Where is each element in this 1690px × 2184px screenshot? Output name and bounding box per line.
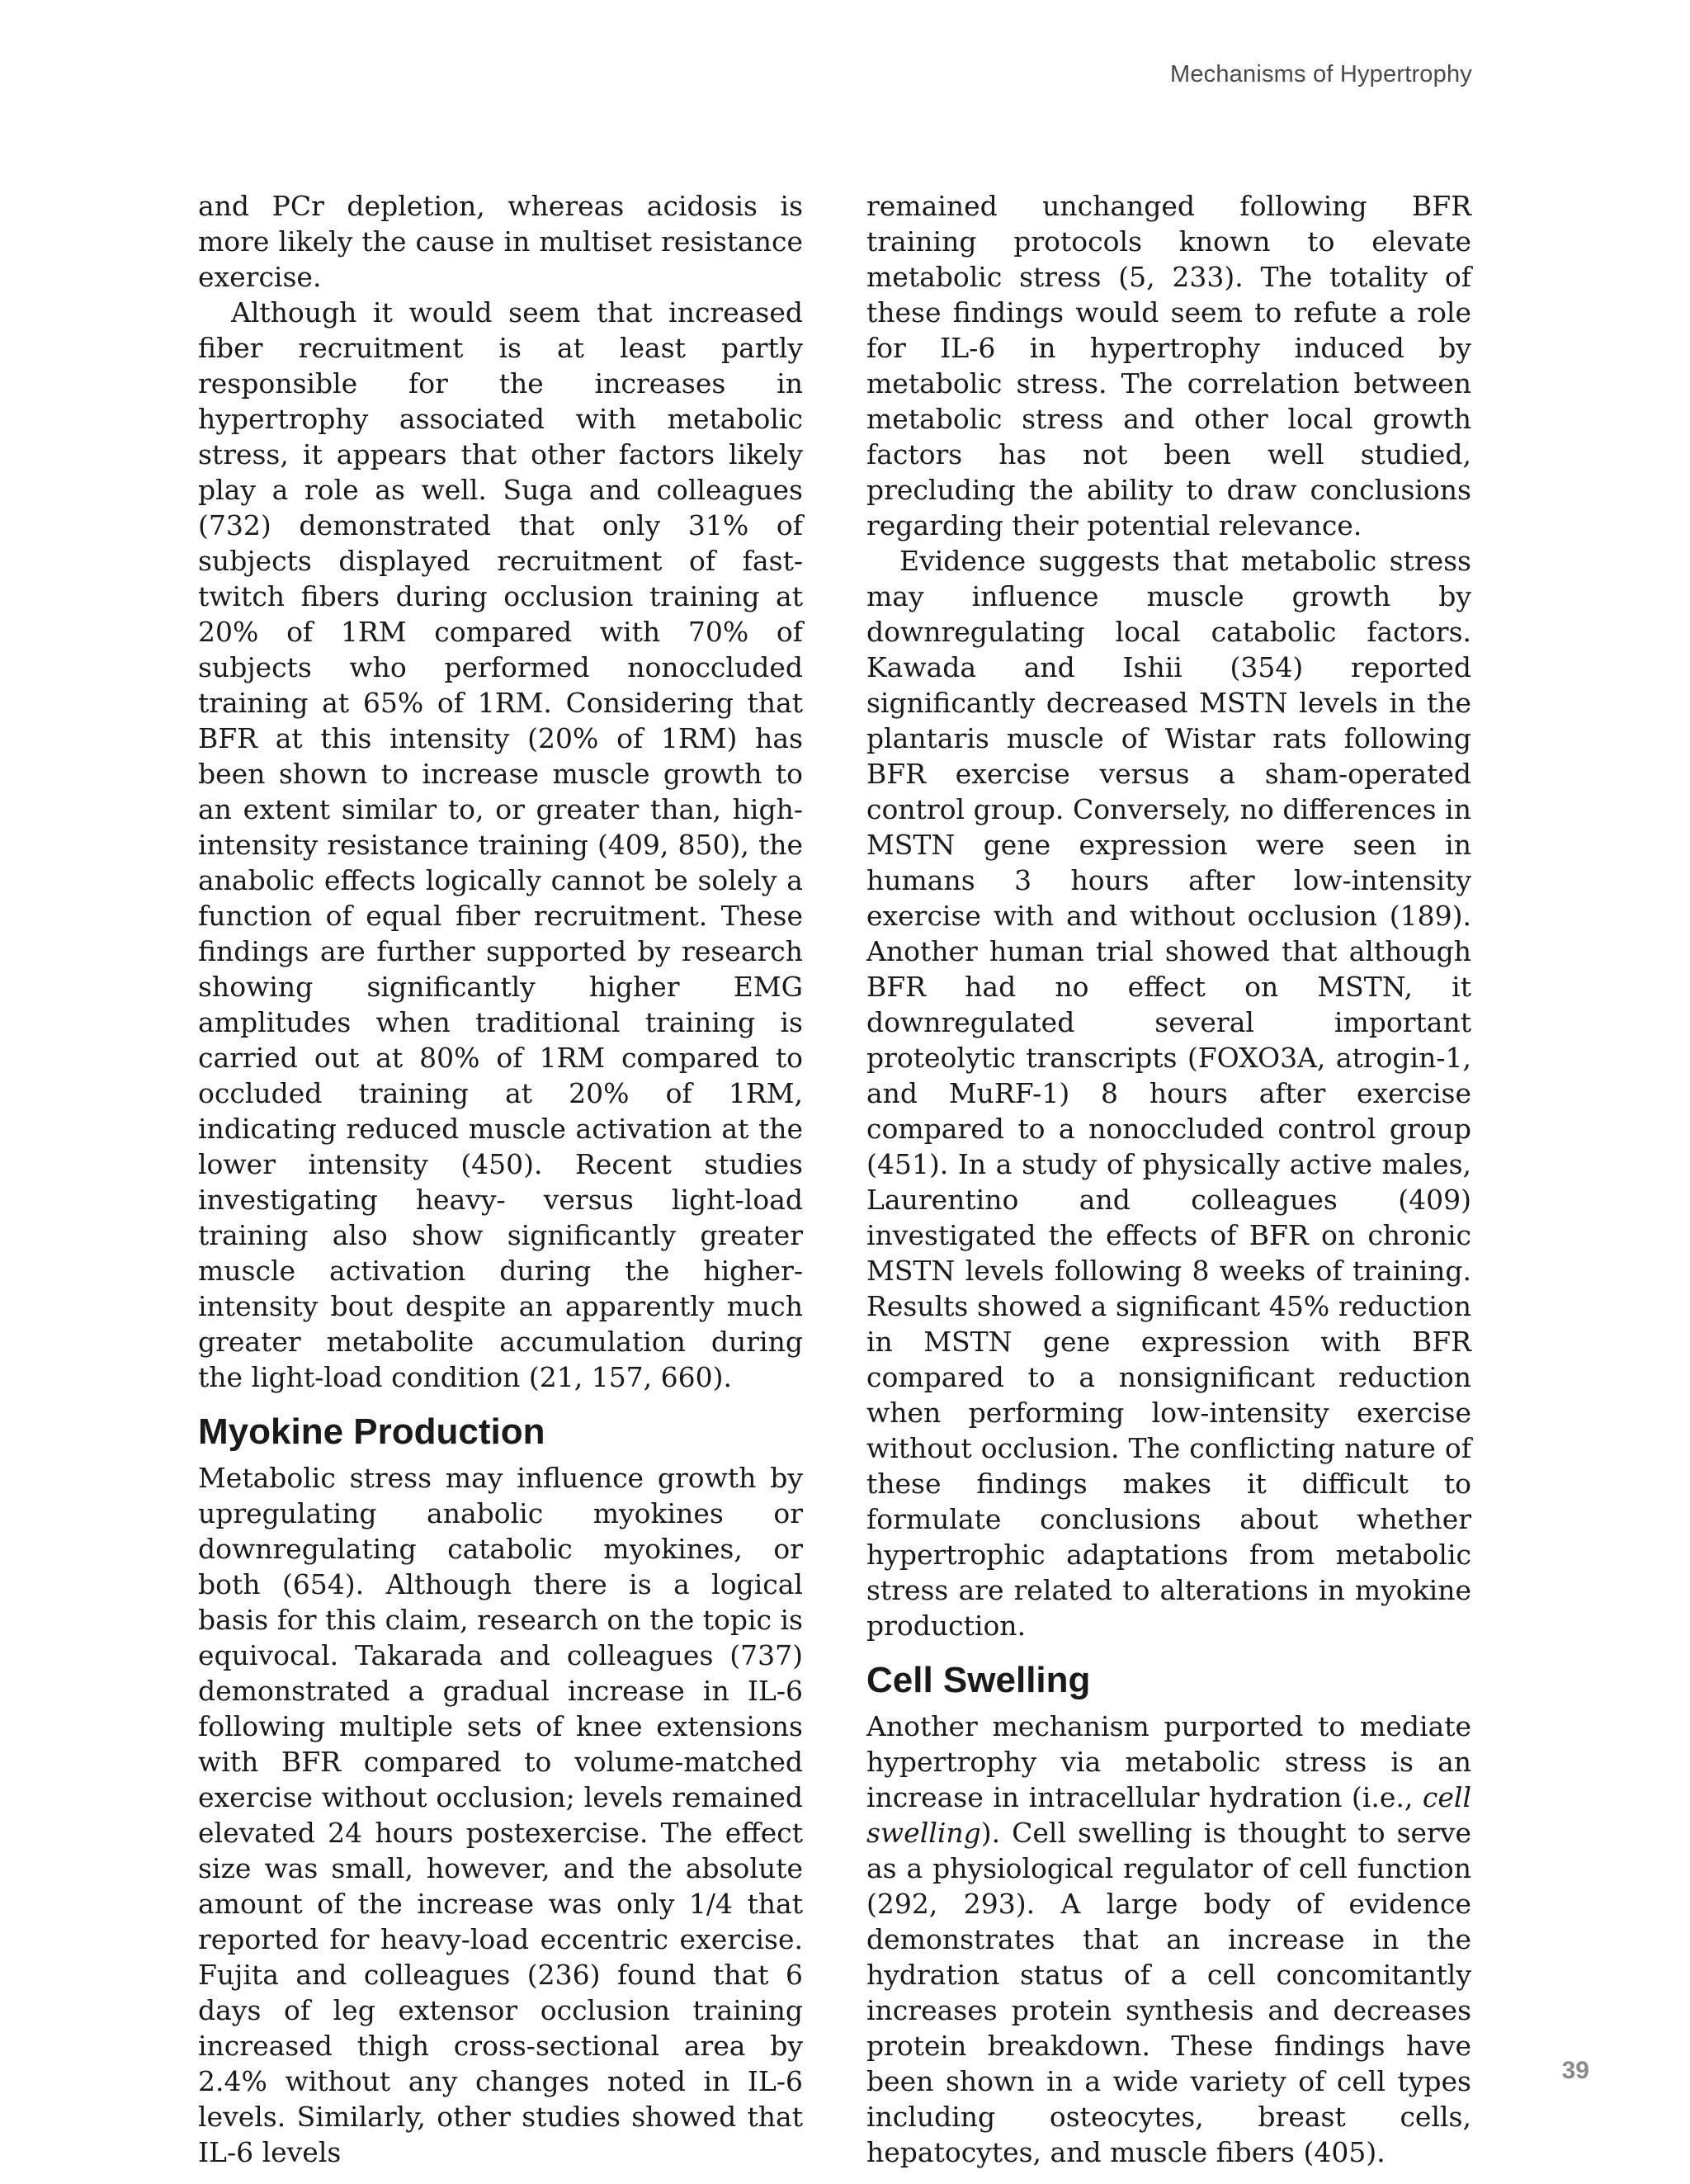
left-column — [198, 188, 803, 2170]
page-number: 39 — [1561, 2057, 1589, 2084]
right-paragraph-3-end: ). Cell swelling is thought to serve as a physiological regulator of cell function (292, 293). A large body of evidence demonstrates that an increase in the hydration status of a cell concomitantly increases protein synthesis and decreases protein breakdown. These findings have been shown in a wide variety of cell types including osteocytes, breast cells, hepatocytes, and muscle fibers (405). — [866, 1817, 1471, 2168]
left-paragraph-2: Although it would seem that increased fiber recruitment is at least partly responsible for the increases in hypertrophy associated with metabolic stress, it appears that other factors likely play a role as well. Suga and colleagues (732) demonstrated that only 31% of subjects displayed recruitment of fast-twitch fibers during occlusion training at 20% of 1RM compared with 70% of subjects who performed nonoccluded training at 65% of 1RM. Considering that BFR at this intensity (20% of 1RM) has been shown to increase muscle growth to an extent similar to, or greater than, high-intensity resistance training (409, 850), the anabolic effects logically cannot be solely a function of equal fiber recruitment. These findings are further supported by research showing significantly higher EMG amplitudes when traditional training is carried out at 80% of 1RM compared to occluded training at 20% of 1RM, indicating reduced muscle activation at the lower intensity (450). Recent studies investigating heavy- versus light-load training also show significantly greater muscle activation during the higher-intensity bout despite an apparently much greater metabolite accumulation during the light-load condition (21, 157, 660). — [198, 296, 803, 1393]
left-paragraph-3: Metabolic stress may influence growth by upregulating anabolic myokines or downregulating catabolic myokines, or both (654). Although there is a logical basis for this claim, research on the topic is equivocal. Takarada and colleagues (737) demonstrated a gradual increase in IL-6 following multiple sets of knee extensions with BFR compared to volume-matched exercise without occlusion; levels remained elevated 24 hours postexercise. The effect size was small, however, and the absolute amount of the increase was only 1/4 that reported for heavy-load eccentric exercise. Fujita and colleagues (236) found that 6 days of leg extensor occlusion training increased thigh cross-sectional area by 2.4% without any changes noted in IL-6 levels. Similarly, other studies showed that IL-6 levels — [198, 1462, 803, 2168]
right-paragraph-2: Evidence suggests that metabolic stress may influence muscle growth by downregulating local catabolic factors. Kawada and Ishii (354) reported significantly decreased MSTN levels in the plantaris muscle of Wistar rats following BFR exercise versus a sham-operated control group. Conversely, no differences in MSTN gene expression were seen in humans 3 hours after low-intensity exercise with and without occlusion (189). Another human trial showed that although BFR had no effect on MSTN, it downregulated several important proteolytic transcripts (FOXO3A, atrogin-1, and MuRF-1) 8 hours after exercise compared to a nonoccluded control group (451). In a study of physically active males, Laurentino and colleagues (409) investigated the effects of BFR on chronic MSTN levels following 8 weeks of training. Results showed a significant 45% reduction in MSTN gene expression with BFR compared to a nonsignificant reduction when performing low-intensity exercise without occlusion. The conflicting nature of these findings makes it difficult to formulate conclusions about whether hypertrophic adaptations from metabolic stress are related to alterations in myokine production. — [866, 545, 1471, 1642]
left-paragraph-1: and PCr depletion, whereas acidosis is more likely the cause in multiset resistance exercise. — [198, 190, 803, 293]
cell-swelling-term: cell swelling — [866, 1781, 1471, 1849]
right-paragraph-3-start: Another mechanism purported to mediate hypertrophy via metabolic stress is an increase in intracellular hydration (i.e., — [866, 1710, 1471, 1813]
section-heading-myokine-production: Myokine Production — [198, 1411, 545, 1452]
right-paragraph-1: remained unchanged following BFR training protocols known to elevate metabolic stress (5, 233). The totality of these findings would seem to refute a role for IL-6 in hypertrophy induced by metabolic stress. The correlation between metabolic stress and other local growth factors has not been well studied, precluding the ability to draw conclusions regarding their potential relevance. — [866, 190, 1471, 541]
section-heading-cell-swelling: Cell Swelling — [866, 1660, 1091, 1700]
right-paragraph-3 — [866, 1709, 1471, 2170]
running-head: Mechanisms of Hypertrophy — [1169, 61, 1472, 87]
right-column — [866, 188, 1471, 2170]
